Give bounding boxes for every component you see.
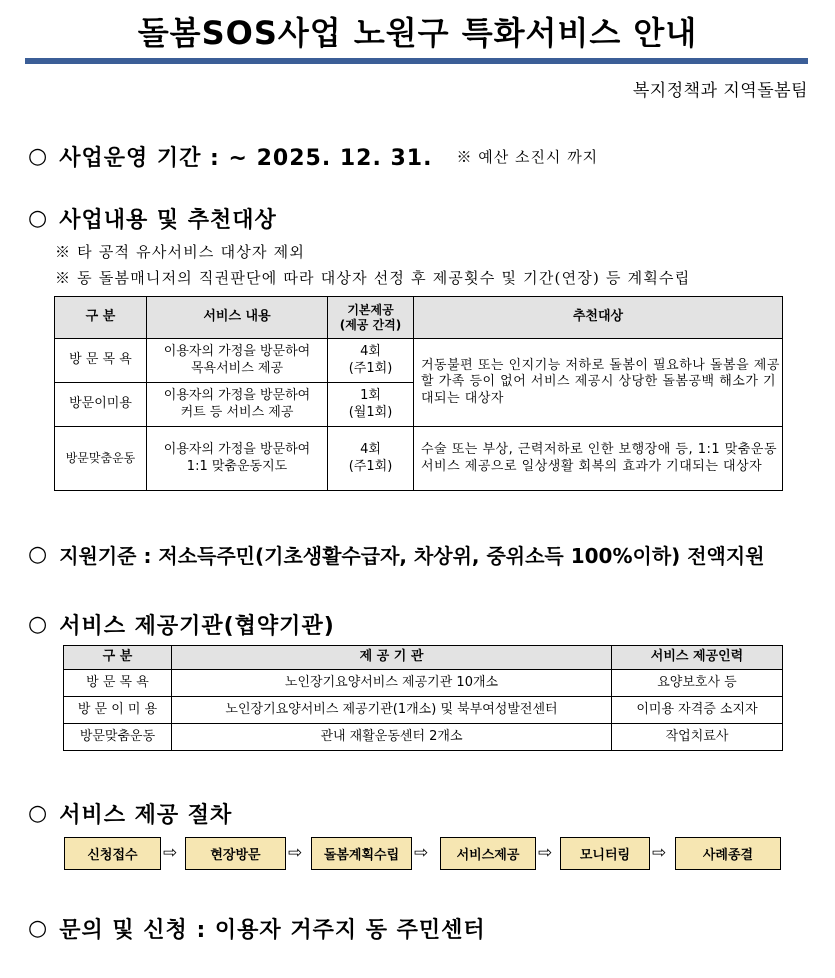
content-heading: 사업내용 및 추천대상 [59, 208, 277, 233]
service-cell: 이용자의 가정을 방문하여 커트 등 서비스 제공 [147, 383, 328, 427]
section-content [28, 203, 277, 234]
department-label: 복지정책과 지역돌봄팀 [632, 81, 808, 101]
frequency-cell: 4회 (주1회) [328, 427, 414, 491]
bullet-circle-icon: ○ [28, 144, 48, 169]
category-cell: 방 문 목 욕 [64, 670, 172, 697]
provider-cell: 관내 재활운동센터 2개소 [172, 724, 612, 751]
column-header: 서비스 내용 [147, 297, 328, 339]
staff-cell: 이미용 자격증 소지자 [612, 697, 783, 724]
period-note: ※ 예산 소진시 까지 [456, 148, 599, 166]
column-header: 추천대상 [414, 297, 783, 339]
criteria-heading: 지원기준 : 저소득주민(기초생활수급자, 차상위, 중위소득 100%이하) 전액지원 [59, 544, 765, 568]
step-box: 현장방문 [185, 837, 286, 870]
bullet-circle-icon: ○ [28, 612, 48, 637]
section-period [28, 141, 598, 172]
table-row [64, 670, 783, 697]
arrow-right-icon: ⇨ [414, 843, 429, 863]
step-box: 서비스제공 [440, 837, 536, 870]
content-note-1: ※ 타 공적 유사서비스 대상자 제외 [55, 243, 306, 261]
step-box: 모니터링 [560, 837, 650, 870]
document-title: 돌봄SOS사업 노원구 특화서비스 안내 [137, 14, 698, 52]
service-content-table [54, 296, 783, 491]
target-cell: 거동불편 또는 인지기능 저하로 돌봄이 필요하나 돌봄을 제공할 가족 등이 없어 서비스 제공시 상당한 돌봄공백 해소가 기대되는 대상자 [414, 339, 783, 427]
step-box: 돌봄계획수립 [311, 837, 412, 870]
column-header: 기본제공 (제공 간격) [328, 297, 414, 339]
section-criteria [28, 540, 765, 569]
bullet-circle-icon: ○ [28, 801, 48, 826]
column-header: 제 공 기 관 [172, 646, 612, 670]
table-header-row [55, 297, 783, 339]
staff-cell: 요양보호사 등 [612, 670, 783, 697]
procedure-flow [64, 837, 784, 870]
provider-cell: 노인장기요양서비스 제공기관(1개소) 및 북부여성발전센터 [172, 697, 612, 724]
title-underline [25, 58, 808, 64]
target-cell: 수술 또는 부상, 근력저하로 인한 보행장애 등, 1:1 맞춤운동 서비스 제공으로 일상생활 회복의 효과가 기대되는 대상자 [414, 427, 783, 491]
service-cell: 이용자의 가정을 방문하여 1:1 맞춤운동지도 [147, 427, 328, 491]
section-inquiry [28, 913, 486, 944]
table-header-row [64, 646, 783, 670]
provider-cell: 노인장기요양서비스 제공기관 10개소 [172, 670, 612, 697]
category-cell: 방문맞춤운동 [64, 724, 172, 751]
table-row [55, 339, 783, 383]
bullet-circle-icon: ○ [28, 916, 48, 941]
inquiry-heading: 문의 및 신청 : 이용자 거주지 동 주민센터 [59, 918, 486, 943]
bullet-circle-icon: ○ [28, 542, 48, 567]
column-header: 구 분 [55, 297, 147, 339]
bullet-circle-icon: ○ [28, 206, 48, 231]
staff-cell: 작업치료사 [612, 724, 783, 751]
procedure-heading: 서비스 제공 절차 [59, 803, 233, 828]
table-row [55, 427, 783, 491]
table-row [64, 724, 783, 751]
category-cell: 방문맞춤운동 [55, 427, 147, 491]
frequency-cell: 4회 (주1회) [328, 339, 414, 383]
content-note-2: ※ 동 돌봄매니저의 직권판단에 따라 대상자 선정 후 제공횟수 및 기간(연장) 등 계획수립 [55, 269, 691, 287]
period-heading: 사업운영 기간 : ~ 2025. 12. 31. [59, 146, 433, 171]
section-procedure [28, 798, 232, 829]
service-cell: 이용자의 가정을 방문하여 목욕서비스 제공 [147, 339, 328, 383]
step-box: 신청접수 [64, 837, 161, 870]
column-header: 구 분 [64, 646, 172, 670]
section-providers [28, 609, 335, 640]
providers-table [63, 645, 783, 751]
providers-heading: 서비스 제공기관(협약기관) [59, 614, 335, 639]
step-box: 사례종결 [675, 837, 781, 870]
table-row [64, 697, 783, 724]
arrow-right-icon: ⇨ [163, 843, 178, 863]
arrow-right-icon: ⇨ [288, 843, 303, 863]
column-header: 서비스 제공인력 [612, 646, 783, 670]
category-cell: 방 문 목 욕 [55, 339, 147, 383]
arrow-right-icon: ⇨ [538, 843, 553, 863]
category-cell: 방문이미용 [55, 383, 147, 427]
category-cell: 방 문 이 미 용 [64, 697, 172, 724]
arrow-right-icon: ⇨ [652, 843, 667, 863]
frequency-cell: 1회 (월1회) [328, 383, 414, 427]
